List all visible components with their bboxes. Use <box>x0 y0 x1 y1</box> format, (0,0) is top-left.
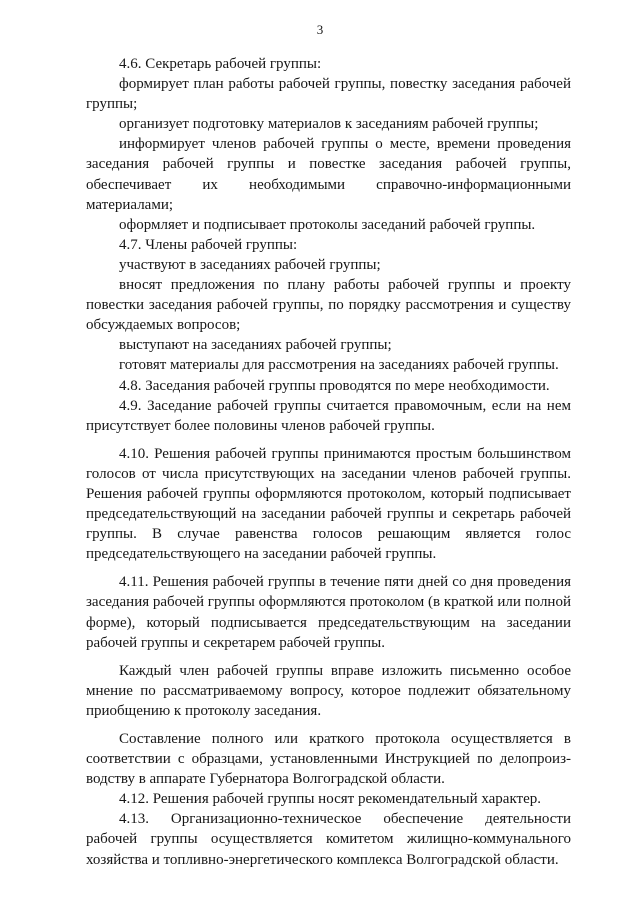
document-body <box>86 54 571 870</box>
paragraph: Каждый член рабочей группы вправе изложить письменно особое мнение по рассматриваемому вопросу, которое подлежит обязательному приобщению к протоколу заседания. <box>86 662 571 719</box>
paragraph-4-11: 4.11. Решения рабочей группы в течение пяти дней со дня проведения заседания рабочей группы оформляются протоколом (в краткой или полной форме), который подписывается председательствующим на заседании рабочей группы и секретарем рабочей группы. <box>86 574 571 651</box>
paragraph-4-10: 4.10. Решения рабочей группы принимаются простым большинством голосов от числа присутствующих на заседании членов рабочей группы. Решения рабочей группы оформляются протоколом, который подписывает председательствующий на заседании рабочей группы и секретарь рабочей группы. В случае равенства голосов решающим является голос председательствующего на заседании рабочей группы. <box>86 445 571 563</box>
paragraph: организует подготовку материалов к заседаниям рабочей группы; <box>119 116 539 133</box>
paragraph-4-7-heading: 4.7. Члены рабочей группы: <box>119 236 298 253</box>
paragraph-4-12: 4.12. Решения рабочей группы носят рекомендательный характер. <box>119 791 542 808</box>
paragraph: участвуют в заседаниях рабочей группы; <box>119 256 381 273</box>
paragraph-4-6-heading: 4.6. Секретарь рабочей группы: <box>119 56 322 72</box>
paragraph: готовят материалы для рассмотрения на заседаниях рабочей группы. <box>119 357 559 374</box>
paragraph-4-13: 4.13. Организационно-техническое обеспечение деятельности рабочей группы осуществляется комитетом жилищно-коммунального хозяйства и топливно-энергетического комплекса Волгоградской области. <box>86 811 571 868</box>
paragraph-4-8: 4.8. Заседания рабочей группы проводятся по мере необходимости. <box>119 377 550 394</box>
paragraph-4-9: 4.9. Заседание рабочей группы считается правомочным, если на нем присутствует более половины членов рабочей группы. <box>86 397 571 434</box>
paragraph: выступают на заседаниях рабочей группы; <box>119 337 392 354</box>
paragraph: оформляет и подписывает протоколы заседаний рабочей группы. <box>119 216 536 233</box>
paragraph: вносят предложения по плану работы рабочей группы и проекту повестки заседания рабочей группы, по порядку рассмотрения и существу обсуждаемых вопросов; <box>86 277 571 334</box>
page-number: 3 <box>316 22 324 37</box>
paragraph: Составление полного или краткого протокола осуществляется в соответствии с образцами, установленными Инструкцией по делопроизводству в аппарате Губернатора Волгоградской области. <box>86 731 571 788</box>
paragraph: формирует план работы рабочей группы, повестку заседания рабочей группы; <box>86 76 571 113</box>
paragraph: информирует членов рабочей группы о месте, времени проведения заседания рабочей группы и повестке заседания рабочей группы, обеспечивает их необходимыми справочно-информационными материалами; <box>86 136 571 213</box>
